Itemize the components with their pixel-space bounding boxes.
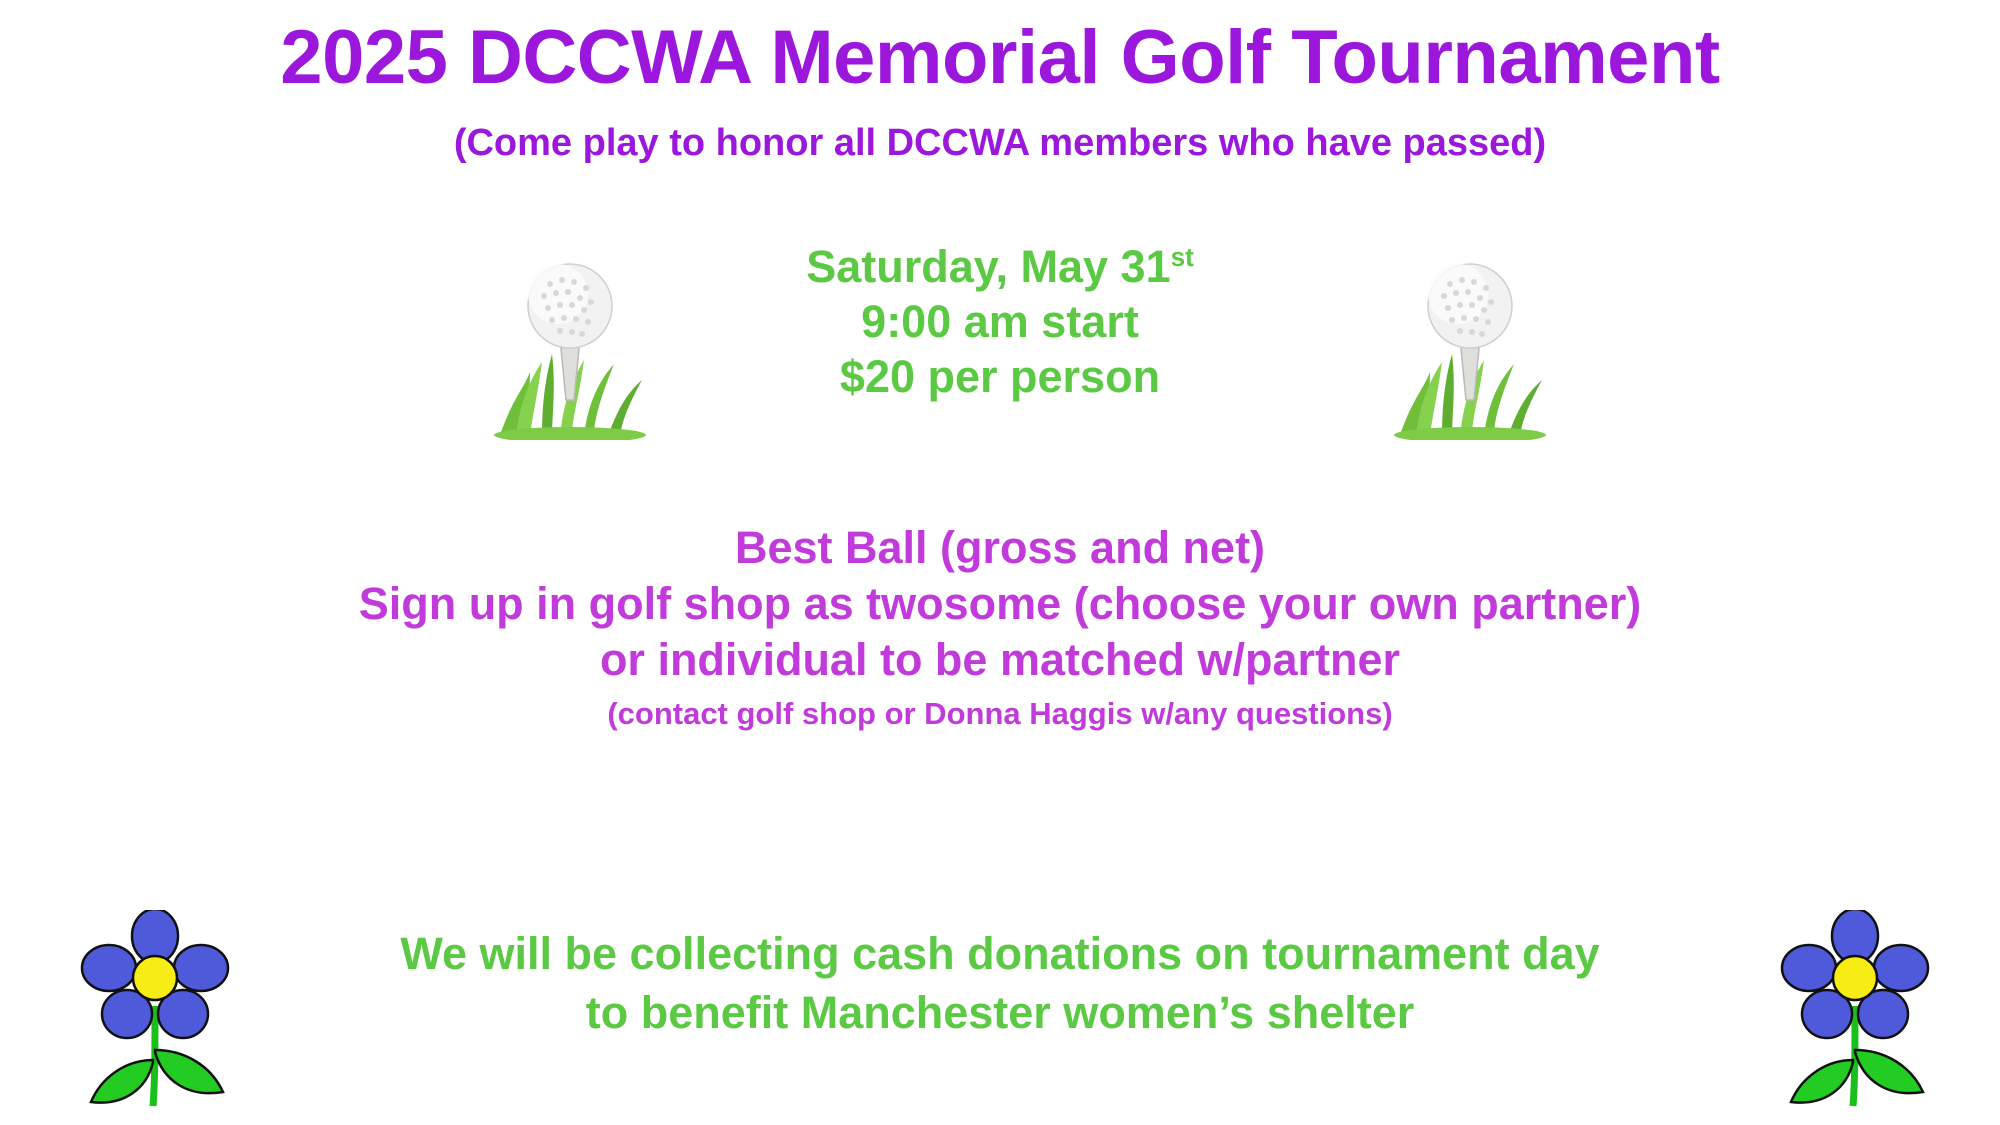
format-line-1: Best Ball (gross and net) (734, 522, 1266, 573)
page-subtitle: (Come play to honor all DCCWA members who have passed) (453, 122, 1547, 164)
donation-line-1: We will be collecting cash donations on tournament day (400, 928, 1600, 979)
page-title: 2025 DCCWA Memorial Golf Tournament (280, 15, 1720, 100)
donation-line-2: to benefit Manchester women’s shelter (585, 986, 1415, 1038)
format-contact-note: (contact golf shop or Donna Haggis w/any questions) (607, 696, 1393, 732)
event-date (0, 240, 2000, 295)
event-start-time: 9:00 am start (861, 295, 1139, 347)
event-price: $20 per person (839, 350, 1161, 402)
event-date-text: Saturday, May 31 (806, 241, 1171, 292)
tournament-format (0, 520, 2000, 734)
donation-notice (0, 925, 2000, 1042)
event-date-ordinal: st (1170, 242, 1194, 272)
event-details (0, 240, 2000, 405)
format-line-2: Sign up in golf shop as twosome (choose your own partner) (358, 577, 1642, 629)
format-line-3: or individual to be matched w/partner (599, 633, 1401, 685)
